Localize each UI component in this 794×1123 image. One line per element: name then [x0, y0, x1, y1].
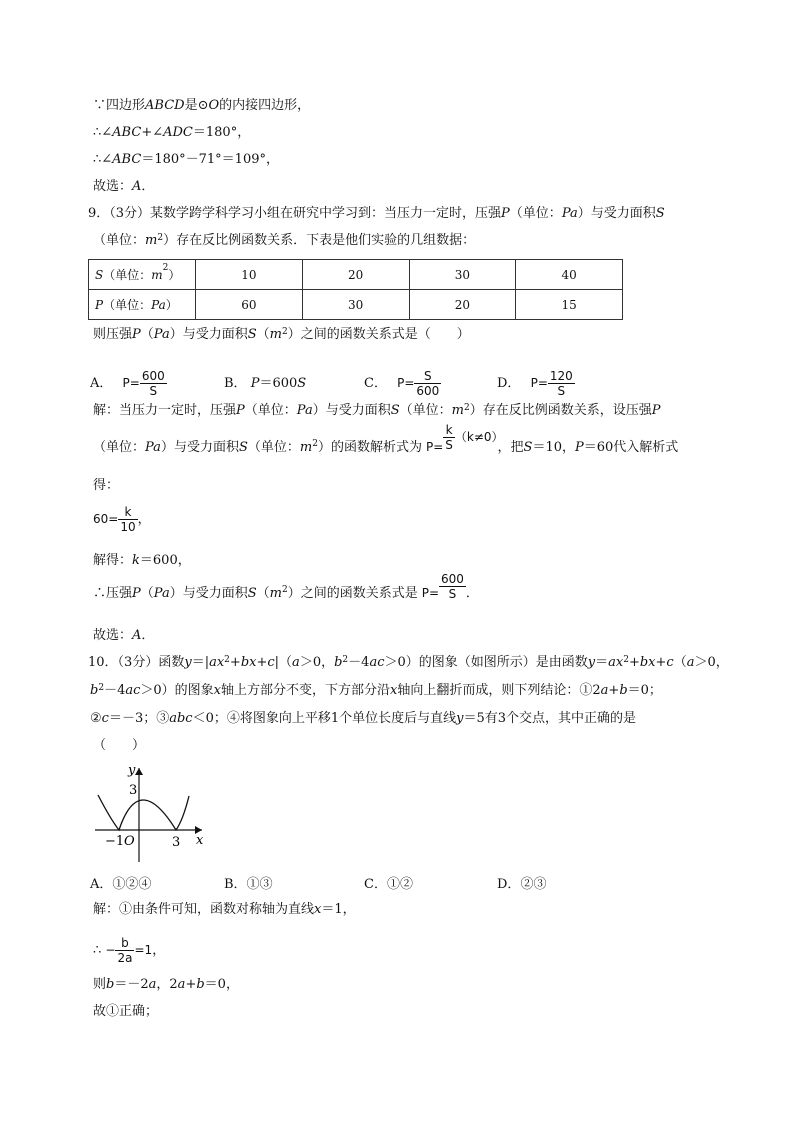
q9-var: P [132, 586, 141, 601]
q10-text: ＝0； [627, 683, 662, 698]
q9-var: m [151, 268, 163, 282]
q10-solution-line-2 [93, 930, 165, 965]
fraction-denominator: S [557, 384, 566, 398]
fraction [140, 369, 167, 398]
q8-text: ＝180°－71°＝109°， [141, 152, 279, 167]
table-row [89, 290, 623, 320]
q9-solution-line-4 [93, 505, 151, 534]
q10-text: （ ） [93, 738, 146, 753]
q9-var: P [574, 440, 584, 455]
q10-text: ＜0；④将图象向上平移1个单位长度后与直线 [192, 711, 457, 726]
q9-text: （单位： [103, 268, 152, 282]
x-axis-label: x [196, 833, 204, 848]
option-label: A． [90, 877, 113, 892]
q10-var: a [177, 977, 186, 992]
q10-text: －4 [104, 683, 126, 698]
q9-text: （单位： [244, 403, 297, 418]
option-text: ①③ [246, 877, 273, 892]
q9-solution-line-5 [93, 552, 191, 570]
q10-var: ac [125, 683, 141, 698]
q10-var: b [90, 683, 99, 698]
q9-sup: 2 [281, 327, 288, 337]
q10-text: ＝－2 [114, 977, 149, 992]
q10-var: x [390, 683, 398, 698]
q9-ask [93, 326, 470, 344]
q8-line-1 [93, 97, 310, 115]
q9-text: ）之间的函数关系式是 [287, 586, 418, 601]
q8-line-2 [93, 124, 250, 142]
q9-var: P [95, 298, 104, 312]
q10-text: + [256, 655, 268, 670]
fraction-numerator: k [443, 423, 455, 438]
q9-var: S [95, 268, 104, 282]
fraction-denominator: S [149, 384, 158, 398]
q9-var: Pa [153, 327, 170, 342]
fraction-lhs: P= [397, 376, 415, 390]
peak-label: 3 [129, 783, 138, 798]
q9-text: （ [256, 586, 270, 601]
q10-var: c [101, 711, 109, 726]
q10-text: ＞0， [694, 655, 729, 670]
q8-text: ∴∠ [93, 125, 113, 140]
q10-stem-line-2 [90, 682, 662, 700]
q10-text: + [608, 683, 620, 698]
q9-solution-line-2 [93, 423, 679, 463]
q10-text: （ [673, 655, 687, 670]
q9-text: 故选： [93, 628, 133, 643]
q10-text: －4 [348, 655, 370, 670]
q9-option-a[interactable] [90, 352, 167, 398]
q9-var: m [145, 233, 158, 248]
q10-solution-line-3 [93, 976, 239, 994]
q8-answer [93, 178, 154, 196]
fraction-denominator: 10 [120, 520, 136, 534]
table-cell: 15 [516, 290, 623, 320]
table-row-header-p [89, 290, 196, 320]
fraction-numerator: b [115, 936, 134, 951]
q10-text: ∴ [93, 943, 102, 958]
q8-text: ． [141, 179, 155, 194]
q9-text: ． [141, 628, 155, 643]
q9-option-c[interactable] [364, 352, 441, 398]
q10-option-b[interactable] [224, 873, 273, 892]
q10-sup: 2 [98, 683, 105, 693]
q10-sup: 2 [623, 655, 629, 665]
q10-var: c [267, 655, 275, 670]
q9-text: （单位： [93, 233, 146, 248]
fraction [548, 369, 575, 398]
q10-sup: 2 [224, 655, 230, 665]
table-cell: 20 [409, 290, 516, 320]
q9-var: m [299, 440, 313, 455]
fraction-lhs: 60= [93, 512, 119, 526]
q9-var: Pa [151, 298, 166, 312]
q8-text: 是⊙ [184, 98, 209, 113]
q8-text: +∠ [141, 125, 164, 140]
q10-var: ax [608, 655, 624, 670]
q9-answer [93, 627, 154, 645]
q10-text: + [628, 655, 640, 670]
q9-option-d[interactable] [497, 352, 575, 398]
q9-text: 得： [93, 478, 120, 493]
q10-solution-line-4 [93, 1003, 158, 1021]
q9-text: （ [256, 327, 270, 342]
q9-stem-line-1 [88, 205, 665, 223]
q9-var: S [390, 403, 400, 418]
option-label: C． [364, 877, 387, 892]
q10-var: y [456, 711, 464, 726]
q9-var: S [247, 327, 257, 342]
fraction [414, 369, 441, 398]
q10-text: − [105, 943, 116, 957]
q10-var: bx [639, 655, 656, 670]
q9-var: Pa [153, 586, 170, 601]
q9-text: （k≠0） [454, 430, 498, 444]
q10-var: b [196, 977, 205, 992]
q9-var: Pa [561, 206, 578, 221]
fraction-denominator: 2a [117, 951, 133, 965]
q9-text: 9．（3分）某数学跨学科学习小组在研究中学习到：当压力一定时，压强 [88, 206, 502, 221]
q10-var: b [334, 655, 343, 670]
q9-var: P [501, 206, 510, 221]
q9-var: S [238, 440, 248, 455]
fraction-lhs: P= [122, 376, 140, 390]
fraction-numerator: 120 [549, 369, 573, 383]
q9-text: 解得： [93, 553, 133, 568]
q9-text: ． [465, 586, 479, 601]
q9-text: ，把 [497, 440, 524, 455]
fraction [439, 572, 466, 601]
q10-text: + [185, 977, 197, 992]
q10-text: ，2 [156, 977, 178, 992]
q9-sup: 2 [157, 233, 164, 243]
q9-solution-line-6 [93, 572, 479, 609]
q9-sup: 2 [312, 439, 318, 449]
q9-var: P [651, 403, 661, 418]
q8-text: ＝180°， [192, 125, 251, 140]
q10-solution-line-1 [93, 901, 356, 919]
q9-text: ）与受力面积 [160, 440, 239, 455]
q10-text: ＞0， [299, 655, 335, 670]
q9-solution-line-3 [93, 477, 119, 495]
q10-text: ＝－3；③ [108, 711, 170, 726]
option-text: ①②④ [112, 877, 152, 892]
right-root-label: 3 [172, 835, 181, 850]
q10-text: ＝ [595, 655, 609, 670]
q10-var: b [619, 683, 628, 698]
option-label: A． [90, 376, 113, 391]
q9-text: ）存在反比例函数关系，设压强 [469, 403, 652, 418]
q9-text: ）的函数解析式为 [317, 440, 422, 455]
q9-solution-line-1 [93, 402, 660, 420]
q8-var: ABC [112, 152, 142, 167]
function-curve [98, 795, 189, 830]
q9-text: （ [140, 586, 154, 601]
q10-text: ＞0）的图象 [140, 683, 214, 698]
q10-text: ， [152, 943, 166, 958]
q10-var: y [587, 655, 596, 670]
option-label: B． [224, 877, 247, 892]
q10-var: x [314, 902, 322, 917]
fraction-numerator: S [414, 369, 441, 384]
q10-var: a [686, 655, 695, 670]
q10-var: x [213, 683, 221, 698]
q9-var: S [247, 586, 257, 601]
table-cell: 40 [516, 260, 623, 290]
fraction-denominator: 600 [416, 384, 440, 398]
q10-text: 故①正确； [93, 1004, 159, 1019]
q10-var: ac [369, 655, 385, 670]
q8-var: ADC [163, 125, 193, 140]
q8-line-3 [93, 151, 279, 169]
option-text: ①② [386, 877, 413, 892]
q8-var: ABCD [145, 98, 185, 113]
q9-sup: 2 [281, 585, 288, 595]
q9-text: ）与受力面积 [312, 403, 391, 418]
table-cell: 20 [302, 260, 409, 290]
q10-text: 轴向上翻折而成，则下列结论：①2 [397, 683, 601, 698]
q9-text: ∴压强 [93, 586, 133, 601]
q10-var: y [184, 655, 192, 670]
q9-var: m [269, 586, 282, 601]
q9-var: S [297, 376, 307, 391]
q9-var: Pa [296, 403, 313, 418]
q9-text: ＝600， [139, 553, 191, 568]
fraction-lhs: P= [421, 586, 440, 600]
q9-text: ， [137, 512, 151, 527]
table-cell: 60 [196, 290, 303, 320]
table-row-header-s [89, 260, 196, 290]
q8-var: ABC [112, 125, 142, 140]
q9-text: （ [140, 327, 154, 342]
option-text: ②③ [520, 877, 547, 892]
q10-option-c[interactable] [364, 873, 413, 892]
q9-var: P [132, 327, 141, 342]
q8-text: ∵四边形 [93, 98, 146, 113]
q9-var: m [451, 403, 464, 418]
table-cell: 10 [196, 260, 303, 290]
q10-var: a [292, 655, 300, 670]
option-label: B． [224, 376, 247, 391]
q10-text: 则 [93, 977, 107, 992]
q10-text: |（ [274, 655, 293, 670]
q10-graph [90, 760, 210, 865]
q9-var: S [523, 440, 533, 455]
fraction [115, 936, 134, 965]
q8-text: ∴∠ [93, 152, 113, 167]
q10-var: b [106, 977, 115, 992]
q10-text: ② [90, 711, 102, 726]
q9-text: ＝600 [259, 376, 298, 391]
q9-text: （单位： [93, 440, 146, 455]
q10-option-a[interactable] [90, 873, 151, 892]
table-cell: 30 [409, 260, 516, 290]
fraction-numerator: 600 [441, 572, 464, 586]
q9-text: ）与受力面积 [169, 586, 248, 601]
q10-var: c [666, 655, 674, 670]
q9-text: （单位： [247, 440, 300, 455]
q10-text: + [655, 655, 667, 670]
q9-var: S [655, 206, 665, 221]
q10-stem-line-4 [93, 737, 145, 755]
q9-sup: 2 [162, 263, 169, 273]
q10-text: =1 [134, 943, 153, 957]
q9-text: ） [168, 268, 181, 282]
q10-stem-line-1 [88, 654, 729, 672]
q9-stem-line-2 [93, 232, 475, 250]
fraction [118, 505, 137, 534]
fraction [443, 423, 455, 452]
q10-text: ＝1， [321, 902, 356, 917]
q9-var: A [132, 628, 142, 643]
q9-text: ）与受力面积 [169, 327, 248, 342]
q9-text: ） [165, 298, 178, 312]
q9-var: k [132, 553, 140, 568]
option-label: D． [497, 877, 521, 892]
fraction-lhs: P= [425, 440, 444, 454]
table-row [89, 260, 623, 290]
left-root-label: −1 [105, 834, 125, 849]
q10-var: a [600, 683, 609, 698]
q9-text: ＝10， [532, 440, 575, 455]
q9-text: （单位： [509, 206, 562, 221]
q9-var: Pa [145, 440, 161, 455]
option-label: C． [364, 376, 387, 391]
q8-text: 的内接四边形， [219, 98, 311, 113]
q9-var: m [269, 327, 282, 342]
q10-option-d[interactable] [497, 873, 546, 892]
q10-var: bx [240, 655, 257, 670]
q9-text: ）之间的函数关系式是（ ） [287, 327, 470, 342]
q10-var: abc [169, 711, 193, 726]
q10-var: a [148, 977, 157, 992]
q8-text: 故选： [93, 179, 133, 194]
q10-text: ＝0， [204, 977, 239, 992]
q10-text: ＝| [191, 655, 210, 670]
q10-sup: 2 [342, 655, 349, 665]
q9-text: ）与受力面积 [577, 206, 656, 221]
q8-var: A [132, 179, 142, 194]
fraction-denominator: S [445, 438, 453, 452]
fraction-denominator: S [448, 587, 457, 601]
q9-text: ＝60代入解析式 [583, 440, 679, 455]
q9-text: （单位： [103, 298, 152, 312]
table-cell: 30 [302, 290, 409, 320]
q10-text: 10．（3分）函数 [88, 655, 185, 670]
fraction-numerator: 600 [141, 369, 165, 383]
q10-text: 轴上方部分不变，下方部分沿 [221, 683, 391, 698]
fraction-lhs: P= [530, 376, 548, 390]
q9-text: ）存在反比例函数关系．下表是他们实验的几组数据： [163, 233, 476, 248]
q10-var: ax [209, 655, 225, 670]
q9-option-b[interactable] [224, 372, 306, 391]
q10-text: ＝5有3个交点，其中正确的是 [463, 711, 637, 726]
q9-var: P [250, 376, 260, 391]
q9-text: 则压强 [93, 327, 133, 342]
q10-text: ＞0）的图象（如图所示）是由函数 [384, 655, 588, 670]
q9-text: 解：当压力一定时，压强 [93, 403, 237, 418]
q9-text: （单位： [399, 403, 452, 418]
q10-text: 解：①由条件可知，函数对称轴为直线 [93, 902, 315, 917]
q10-text: + [229, 655, 241, 670]
y-axis-arrow-icon [135, 768, 143, 775]
fraction-numerator: k [118, 505, 137, 520]
q9-sup: 2 [463, 403, 470, 413]
y-axis-label: y [128, 763, 136, 778]
option-label: D． [497, 376, 521, 391]
q9-data-table [88, 259, 623, 320]
origin-label: O [124, 834, 135, 849]
q8-var: O [208, 98, 220, 113]
q10-stem-line-3 [90, 710, 636, 728]
q9-var: P [236, 403, 245, 418]
